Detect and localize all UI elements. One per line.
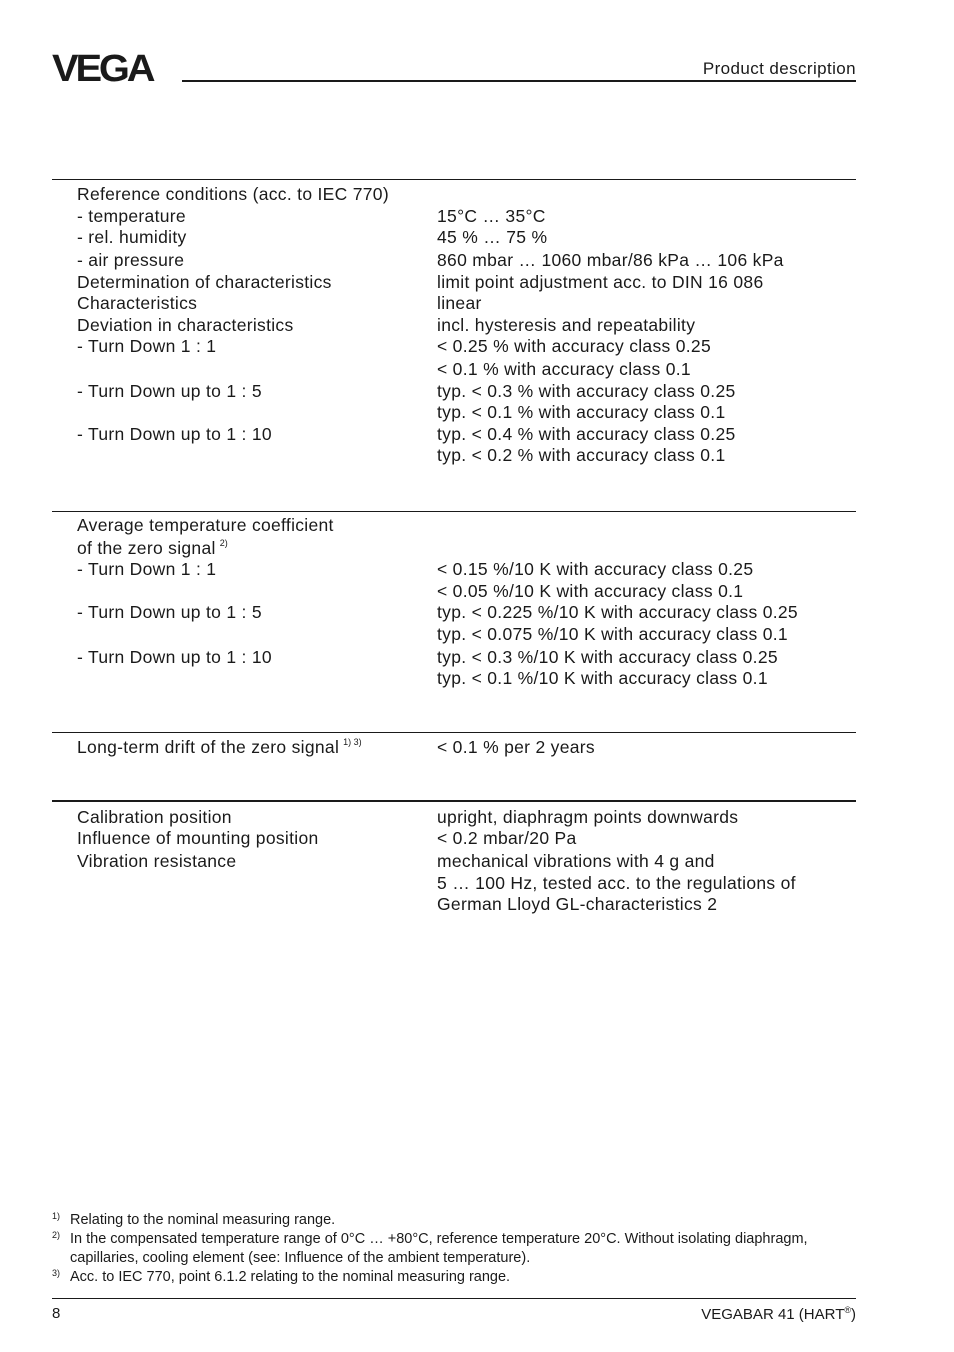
block1-left-line: - air pressure [77, 250, 185, 270]
footnote [52, 1268, 832, 1287]
product-label: VEGABAR 41 (HART [701, 1306, 845, 1323]
footnote-number: 3) [52, 1268, 61, 1278]
block1-right-line: linear [437, 293, 482, 313]
block1-left-line: Characteristics [77, 293, 198, 313]
block1-left-line: - Turn Down up to 1 : 10 [77, 424, 272, 444]
block4-rule [52, 800, 856, 802]
block3-left-line [77, 737, 362, 758]
block1-right-line: typ. < 0.4 % with accuracy class 0.25 [437, 424, 736, 444]
block2-right-line: typ. < 0.075 %/10 K with accuracy class 0.1 [437, 624, 788, 644]
block2-right-line: < 0.15 %/10 K with accuracy class 0.25 [437, 559, 754, 579]
footnote-text: In the compensated temperature range of 0°C … +80°C, reference temperature 20°C. Without isolating diaphragm, capillaries, cooling element (see: Influence of the ambient temperature). [70, 1231, 808, 1266]
registered-mark: ® [844, 1305, 851, 1315]
block1-rule [52, 179, 856, 180]
footnote-ref: 2) [219, 538, 228, 548]
block1-right-line: 15°C … 35°C [437, 206, 546, 226]
footnote [52, 1230, 832, 1268]
section-title: Product description [702, 59, 856, 78]
footnote-number: 2) [52, 1230, 61, 1240]
product-name [701, 1305, 856, 1323]
block2-left-line: - Turn Down up to 1 : 5 [77, 602, 262, 622]
footnote [52, 1211, 832, 1230]
block3-right-line: < 0.1 % per 2 years [437, 737, 595, 757]
block3-rule [52, 732, 856, 733]
zero-signal-label: of the zero signal [77, 538, 216, 558]
footnote-ref: 1) 3) [343, 737, 362, 747]
block4-right-line: mechanical vibrations with 4 g and [437, 851, 715, 871]
block1-left-line: Determination of characteristics [77, 272, 332, 292]
block2-right-line: < 0.05 %/10 K with accuracy class 0.1 [437, 581, 744, 601]
block1-right-line: 45 % … 75 % [437, 227, 548, 247]
long-term-drift-label: Long-term drift of the zero signal [77, 737, 340, 757]
block1-right-line: typ. < 0.2 % with accuracy class 0.1 [437, 445, 726, 465]
block2-left-line: Average temperature coefficient [77, 515, 334, 535]
vega-logo [52, 50, 172, 84]
block1-right-line: incl. hysteresis and repeatability [437, 315, 696, 335]
block1-right-line: < 0.25 % with accuracy class 0.25 [437, 336, 711, 356]
header-rule [182, 80, 856, 82]
block4-right-line: upright, diaphragm points downwards [437, 807, 739, 827]
block2-left-line: - Turn Down up to 1 : 10 [77, 647, 272, 667]
block4-left-line: Calibration position [77, 807, 232, 827]
block1-left-line: - Turn Down 1 : 1 [77, 336, 217, 356]
block4-right-line: 5 … 100 Hz, tested acc. to the regulations of [437, 873, 796, 893]
block4-left-line: Vibration resistance [77, 851, 237, 871]
block1-right-line: typ. < 0.3 % with accuracy class 0.25 [437, 381, 736, 401]
block1-right-line: typ. < 0.1 % with accuracy class 0.1 [437, 402, 726, 422]
footer-rule [52, 1298, 856, 1299]
block4-right-line: German Lloyd GL-characteristics 2 [437, 894, 718, 914]
product-close: ) [851, 1306, 856, 1323]
block2-rule [52, 511, 856, 512]
block1-left-line: - rel. humidity [77, 227, 187, 247]
block1-left-line: - temperature [77, 206, 186, 226]
block1-left-line: Deviation in characteristics [77, 315, 294, 335]
footnotes [52, 1211, 832, 1287]
block1-left-line: Reference conditions (acc. to IEC 770) [77, 184, 389, 204]
block2-right-line: typ. < 0.225 %/10 K with accuracy class 0.25 [437, 602, 798, 622]
block2-right-line: typ. < 0.3 %/10 K with accuracy class 0.25 [437, 647, 778, 667]
footnote-text: Acc. to IEC 770, point 6.1.2 relating to the nominal measuring range. [70, 1269, 511, 1285]
block2-left-line: - Turn Down 1 : 1 [77, 559, 217, 579]
block1-right-line: < 0.1 % with accuracy class 0.1 [437, 359, 691, 379]
block1-right-line: 860 mbar … 1060 mbar/86 kPa … 106 kPa [437, 250, 784, 270]
footnote-number: 1) [52, 1211, 61, 1221]
logo-text: VEGA [52, 50, 153, 84]
footnote-text: Relating to the nominal measuring range. [70, 1212, 336, 1228]
block2-left-line [77, 538, 228, 559]
block1-left-line: - Turn Down up to 1 : 5 [77, 381, 262, 401]
page-number: 8 [52, 1305, 61, 1322]
block4-right-line: < 0.2 mbar/20 Pa [437, 828, 577, 848]
block1-right-line: limit point adjustment acc. to DIN 16 086 [437, 272, 764, 292]
block2-right-line: typ. < 0.1 %/10 K with accuracy class 0.1 [437, 668, 768, 688]
block4-left-line: Influence of mounting position [77, 828, 319, 848]
